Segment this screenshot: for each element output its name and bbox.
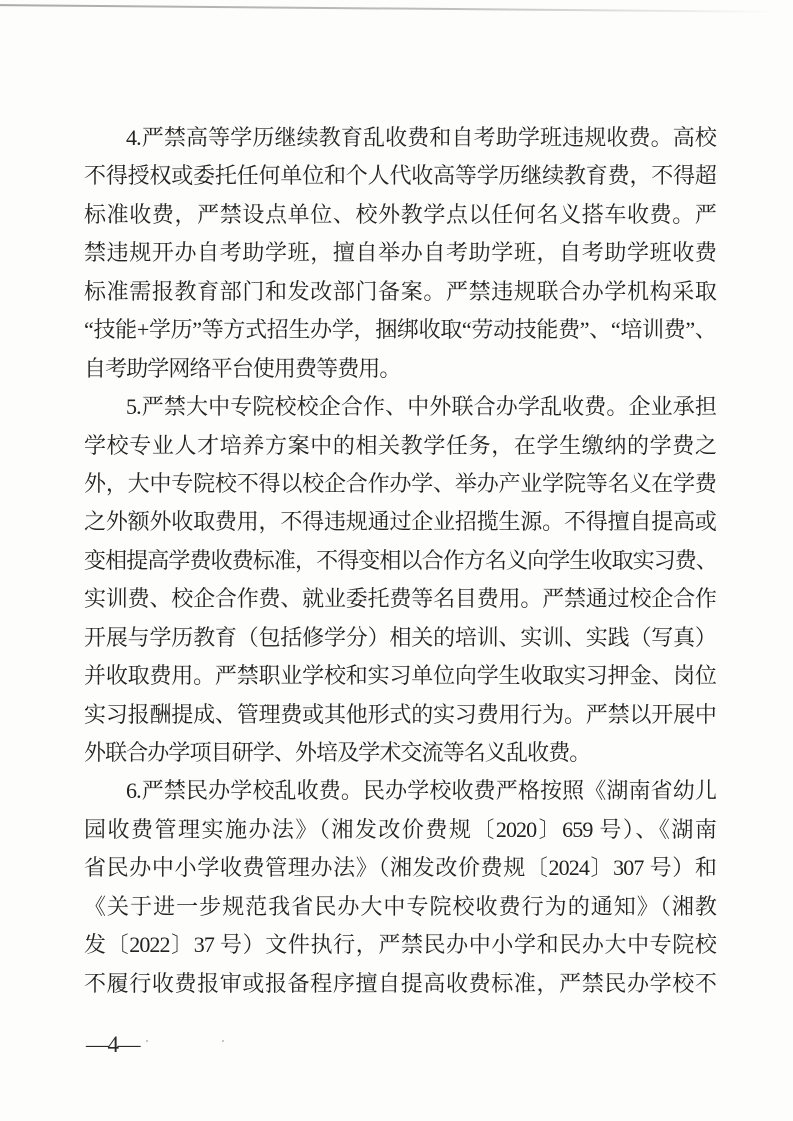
text-line: 变相提高学费收费标准，不得变相以合作方名义向学生收取实习费、 xyxy=(84,547,718,573)
text-line: 标准收费，严禁设点单位、校外教学点以任何名义搭车收费。严 xyxy=(84,201,716,227)
text-line: 5.严禁大中专院校校企合作、中外联合办学乱收费。企业承担 xyxy=(126,394,716,420)
scan-artifact-line xyxy=(0,4,793,13)
text-line: 4.严禁高等学历继续教育乱收费和自考助学班违规收费。高校 xyxy=(126,125,716,150)
scan-speck xyxy=(222,1040,224,1042)
text-line: 6.严禁民办学校乱收费。民办学校收费严格按照《湖南省幼儿 xyxy=(126,778,716,804)
text-line: 实训费、校企合作费、就业委托费等名目费用。严禁通过校企合作 xyxy=(84,586,716,612)
text-line: 外，大中专院校不得以校企合作办学、举办产业学院等名义在学费 xyxy=(84,470,716,496)
text-line: 不得授权或委托任何单位和个人代收高等学历继续教育费，不得超 xyxy=(84,163,716,189)
text-line: 省民办中小学收费管理办法》（湘发改价费规〔2024〕307 号）和 xyxy=(84,855,716,881)
text-line: 《关于进一步规范我省民办大中专院校收费行为的通知》（湘教 xyxy=(84,893,716,919)
text-line: 实习报酬提成、管理费或其他形式的实习费用行为。严禁以开展中 xyxy=(84,701,716,727)
scan-speck xyxy=(146,1040,148,1042)
text-line: 标准需报教育部门和发改部门备案。严禁违规联合办学机构采取 xyxy=(84,278,716,304)
text-line: 发〔2022〕37 号）文件执行，严禁民办中小学和民办大中专院校 xyxy=(84,932,716,958)
paragraph-item-6 xyxy=(84,772,716,1003)
page-number: —4— xyxy=(86,1032,139,1057)
text-line: 园收费管理实施办法》（湘发改价费规〔2020〕659 号）、《湖南 xyxy=(84,816,716,842)
text-line: 禁违规开办自考助学班，擅自举办自考助学班，自考助学班收费 xyxy=(84,240,716,266)
text-line: 并收取费用。严禁职业学校和实习单位向学生收取实习押金、岗位 xyxy=(84,663,716,689)
text-line: 开展与学历教育（包括修学分）相关的培训、实训、实践（写真） xyxy=(84,624,716,650)
document-body xyxy=(84,119,716,1003)
text-line: 不履行收费报审或报备程序擅自提高收费标准，严禁民办学校不 xyxy=(84,970,716,996)
text-line: 学校专业人才培养方案中的相关教学任务，在学生缴纳的学费之 xyxy=(84,432,716,458)
paragraph-item-4 xyxy=(84,119,716,388)
text-line: “技能+学历”等方式招生办学，捆绑收取“劳动技能费”、“培训费”、 xyxy=(84,317,716,343)
text-line: 外联合办学项目研学、外培及学术交流等名义乱收费。 xyxy=(84,740,591,765)
paragraph-item-5 xyxy=(84,388,716,772)
text-line: 自考助学网络平台使用费等费用。 xyxy=(84,355,401,381)
text-line: 之外额外收取费用，不得违规通过企业招揽生源。不得擅自提高或 xyxy=(84,509,716,535)
